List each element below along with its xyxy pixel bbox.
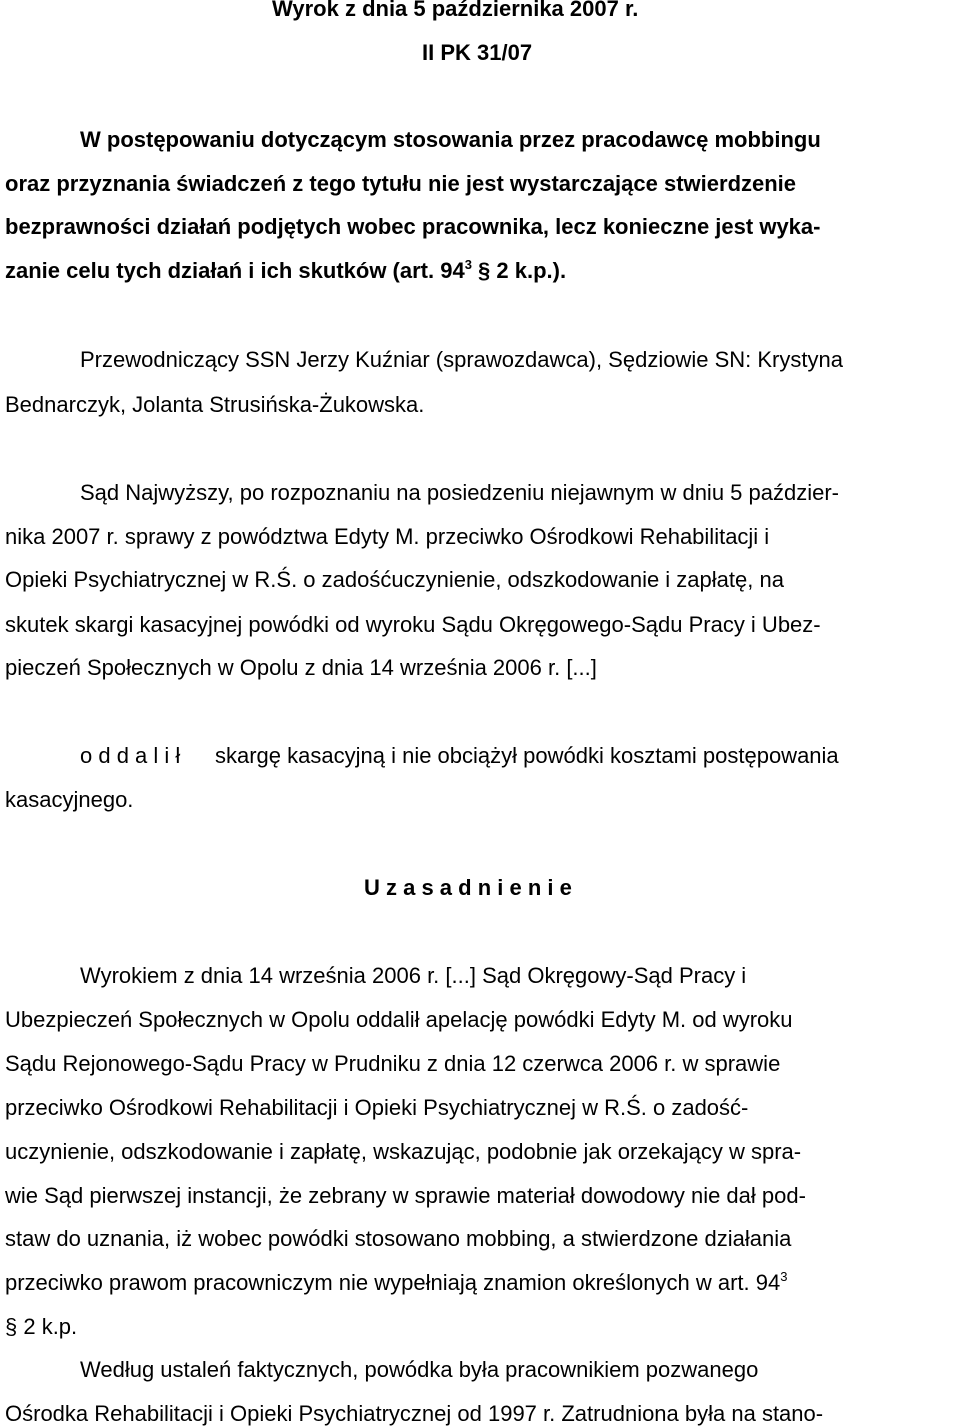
justification-line: Według ustaleń faktycznych, powódka była pracownikiem pozwanego	[80, 1357, 759, 1382]
justification-line: uczynienie, odszkodowanie i zapłatę, wskazując, podobnie jak orzekający w spra-	[5, 1139, 802, 1164]
composition-line: Bednarczyk, Jolanta Strusińska-Żukowska.	[5, 392, 425, 417]
superscript: 3	[464, 257, 472, 272]
intro-line: nika 2007 r. sprawy z powództwa Edyty M. przeciwko Ośrodkowi Rehabilitacji i	[5, 524, 770, 549]
justification-line: § 2 k.p.	[5, 1314, 78, 1339]
justification-line	[5, 1270, 787, 1299]
justification-line: przeciwko Ośrodkowi Rehabilitacji i Opieki Psychiatrycznej w R.Ś. o zadość-	[5, 1095, 749, 1120]
justification-heading: U z a s a d n i e n i e	[364, 875, 572, 900]
justification-line: wie Sąd pierwszej instancji, że zebrany w sprawie materiał dowodowy nie dał pod-	[5, 1183, 806, 1208]
justification-text: przeciwko prawom pracowniczym nie wypełniają znamion określonych w art. 94	[5, 1270, 781, 1295]
thesis-text: § 2 k.p.).	[471, 258, 567, 283]
ruling-line: skargę kasacyjną i nie obciążył powódki kosztami postępowania	[215, 743, 839, 768]
thesis-line: W postępowaniu dotyczącym stosowania przez pracodawcę mobbingu	[80, 127, 821, 152]
intro-line: pieczeń Społecznych w Opolu z dnia 14 września 2006 r. [...]	[5, 655, 597, 680]
justification-line: Sądu Rejonowego-Sądu Pracy w Prudniku z dnia 12 czerwca 2006 r. w sprawie	[5, 1051, 781, 1076]
superscript: 3	[780, 1269, 788, 1284]
ruling-verb: o d d a l i ł	[80, 743, 181, 768]
justification-line: staw do uznania, iż wobec powódki stosowano mobbing, a stwierdzone działania	[5, 1226, 792, 1251]
thesis-line: oraz przyznania świadczeń z tego tytułu nie jest wystarczające stwierdzenie	[5, 171, 797, 196]
intro-line: skutek skargi kasacyjnej powódki od wyroku Sądu Okręgowego-Sądu Pracy i Ubez-	[5, 612, 821, 637]
intro-line: Opieki Psychiatrycznej w R.Ś. o zadośćuczynienie, odszkodowanie i zapłatę, na	[5, 567, 784, 592]
composition-line: Przewodniczący SSN Jerzy Kuźniar (sprawozdawca), Sędziowie SN: Krystyna	[80, 347, 843, 372]
intro-line: Sąd Najwyższy, po rozpoznaniu na posiedzeniu niejawnym w dniu 5 paździer-	[80, 480, 839, 505]
case-number: II PK 31/07	[422, 40, 533, 65]
justification-line: Wyrokiem z dnia 14 września 2006 r. [...] Sąd Okręgowy-Sąd Pracy i	[80, 963, 747, 988]
thesis-line	[5, 258, 566, 287]
judgment-title: Wyrok z dnia 5 października 2007 r.	[272, 0, 639, 21]
justification-line: Ośrodka Rehabilitacji i Opieki Psychiatrycznej od 1997 r. Zatrudniona była na stano-	[5, 1401, 824, 1426]
thesis-text: zanie celu tych działań i ich skutków (art. 94	[5, 258, 465, 283]
ruling-line: kasacyjnego.	[5, 787, 134, 812]
justification-line: Ubezpieczeń Społecznych w Opolu oddalił apelację powódki Edyty M. od wyroku	[5, 1007, 793, 1032]
thesis-line: bezprawności działań podjętych wobec pracownika, lecz konieczne jest wyka-	[5, 214, 821, 239]
